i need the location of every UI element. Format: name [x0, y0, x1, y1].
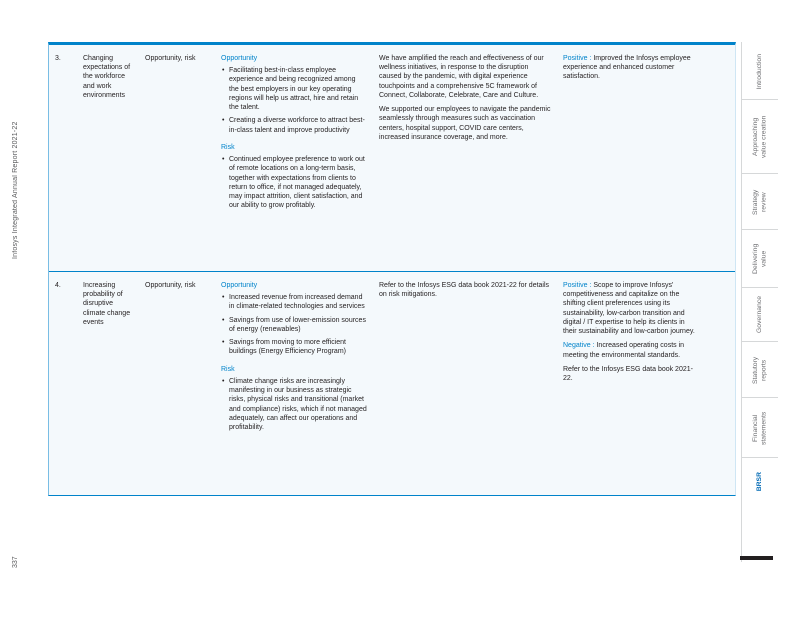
sidebar-tab-governance[interactable] — [742, 288, 778, 342]
mitigation-paragraph: Refer to the Infosys ESG data book 2021-22 for details on risk mitigations. — [379, 282, 550, 299]
bullet-item: • Continued employee preference to work out of remote locations on a long-term basis, together with expectations from clients to return to office, if not managed adequately, may impact attrition, client satisfaction, and our ability to grow profitably. — [221, 155, 367, 210]
tab-label: Introduction — [755, 53, 763, 90]
sidebar-tab-delivering-value[interactable] — [742, 230, 778, 288]
bullet-item: • Increased revenue from increased demand in climate-related technologies and services — [221, 293, 367, 311]
impact-cell — [563, 281, 725, 483]
risk-title: Changing expectations of the workforce and work environments — [83, 55, 131, 99]
page-edge-marker — [740, 556, 773, 560]
impact-cell — [563, 54, 725, 259]
impact-entry — [563, 281, 699, 336]
sidebar-tab-brsr[interactable] — [742, 458, 778, 506]
impact-label: Positive : — [563, 55, 592, 62]
impact-text: Scope to improve Infosys' competitiveness and capitalize on the shifting client preferences using its sustainability, low-carbon transition and digital / IT expertise to help its clients in their sustainability and low-carbon journey. — [563, 282, 695, 336]
sidebar-tab-strategy-review[interactable] — [742, 174, 778, 230]
bullet-item: • Creating a diverse workforce to attract best-in-class talent and improve productivity — [221, 116, 367, 134]
opportunity-list — [221, 293, 367, 356]
bullet-item: • Climate change risks are increasingly manifesting in our business as strategic risks, physical risks and transitional (market and compliance) risks, which if not managed adequately, can affect our operations and profitability. — [221, 377, 367, 432]
impact-text: Increased operating costs in meeting the environmental standards. — [563, 342, 685, 359]
risk-list — [221, 377, 367, 432]
sidebar-tab-financial-statements[interactable] — [742, 398, 778, 458]
tab-label: Approaching value creation — [751, 115, 767, 158]
opportunity-list — [221, 66, 367, 135]
risk-category: Opportunity, risk — [145, 282, 196, 289]
opportunity-risk-details — [221, 54, 379, 259]
spine-label: Infosys Integrated Annual Report 2021-22 — [12, 121, 19, 259]
mitigation-paragraph: We supported our employees to navigate the pandemic seamlessly through measures such as vaccination centers, hospital support, COVID care centers, increased insurance coverage, and more. — [379, 106, 551, 141]
mitigation-paragraph: We have amplified the reach and effectiveness of our wellness initiatives, in response to the disruption caused by the pandemic, with digital experience touchpoints and a comprehensive 5C framework of Connect, Collaborate, Celebrate, Care and Culture. — [379, 55, 544, 99]
tab-label: Delivering value — [751, 243, 767, 274]
risk-table — [48, 42, 736, 496]
table-row — [49, 271, 735, 495]
risk-heading: Risk — [221, 365, 235, 373]
section-tabs — [742, 44, 778, 506]
impact-label: Negative : — [563, 342, 595, 350]
sidebar-tab-approaching-value-creation[interactable] — [742, 100, 778, 174]
opportunity-heading: Opportunity — [221, 55, 258, 62]
sidebar-tab-introduction[interactable] — [742, 44, 778, 100]
bullet-item: • Facilitating best-in-class employee experience and being recognized among the best employers in our key operating regions will help us attract, hire and retain the talent. — [221, 66, 367, 112]
tab-label: Strategy review — [751, 188, 767, 215]
impact-note: Refer to the Infosys ESG data book 2021-22. — [563, 365, 693, 383]
impact-label: Positive : — [563, 282, 592, 289]
row-number: 4. — [55, 282, 61, 289]
tab-label: Statutory reports — [751, 355, 767, 384]
bullet-item: • Savings from moving to more efficient buildings (Energy Efficiency Program) — [221, 338, 367, 356]
impact-text: Improved the Infosys employee experience and enhanced customer satisfaction. — [563, 55, 691, 81]
opportunity-heading: Opportunity — [221, 282, 258, 289]
tab-label: BRSR — [755, 472, 763, 492]
mitigation-cell — [379, 281, 563, 483]
page-number: 337 — [12, 556, 19, 568]
risk-category: Opportunity, risk — [145, 55, 196, 62]
tab-label: Governance — [755, 295, 763, 334]
tab-label: Financial statements — [751, 410, 767, 445]
mitigation-cell — [379, 54, 563, 259]
opportunity-risk-details — [221, 281, 379, 483]
risk-heading: Risk — [221, 143, 235, 151]
risk-title: Increasing probability of disruptive climate change events — [83, 282, 131, 326]
bullet-item: • Savings from use of lower-emission sources of energy (renewables) — [221, 316, 367, 334]
impact-entry — [563, 341, 699, 359]
table-row — [49, 45, 735, 271]
sidebar-tab-statutory-reports[interactable] — [742, 342, 778, 398]
risk-list — [221, 155, 367, 210]
row-number: 3. — [55, 55, 61, 62]
impact-entry — [563, 54, 699, 82]
